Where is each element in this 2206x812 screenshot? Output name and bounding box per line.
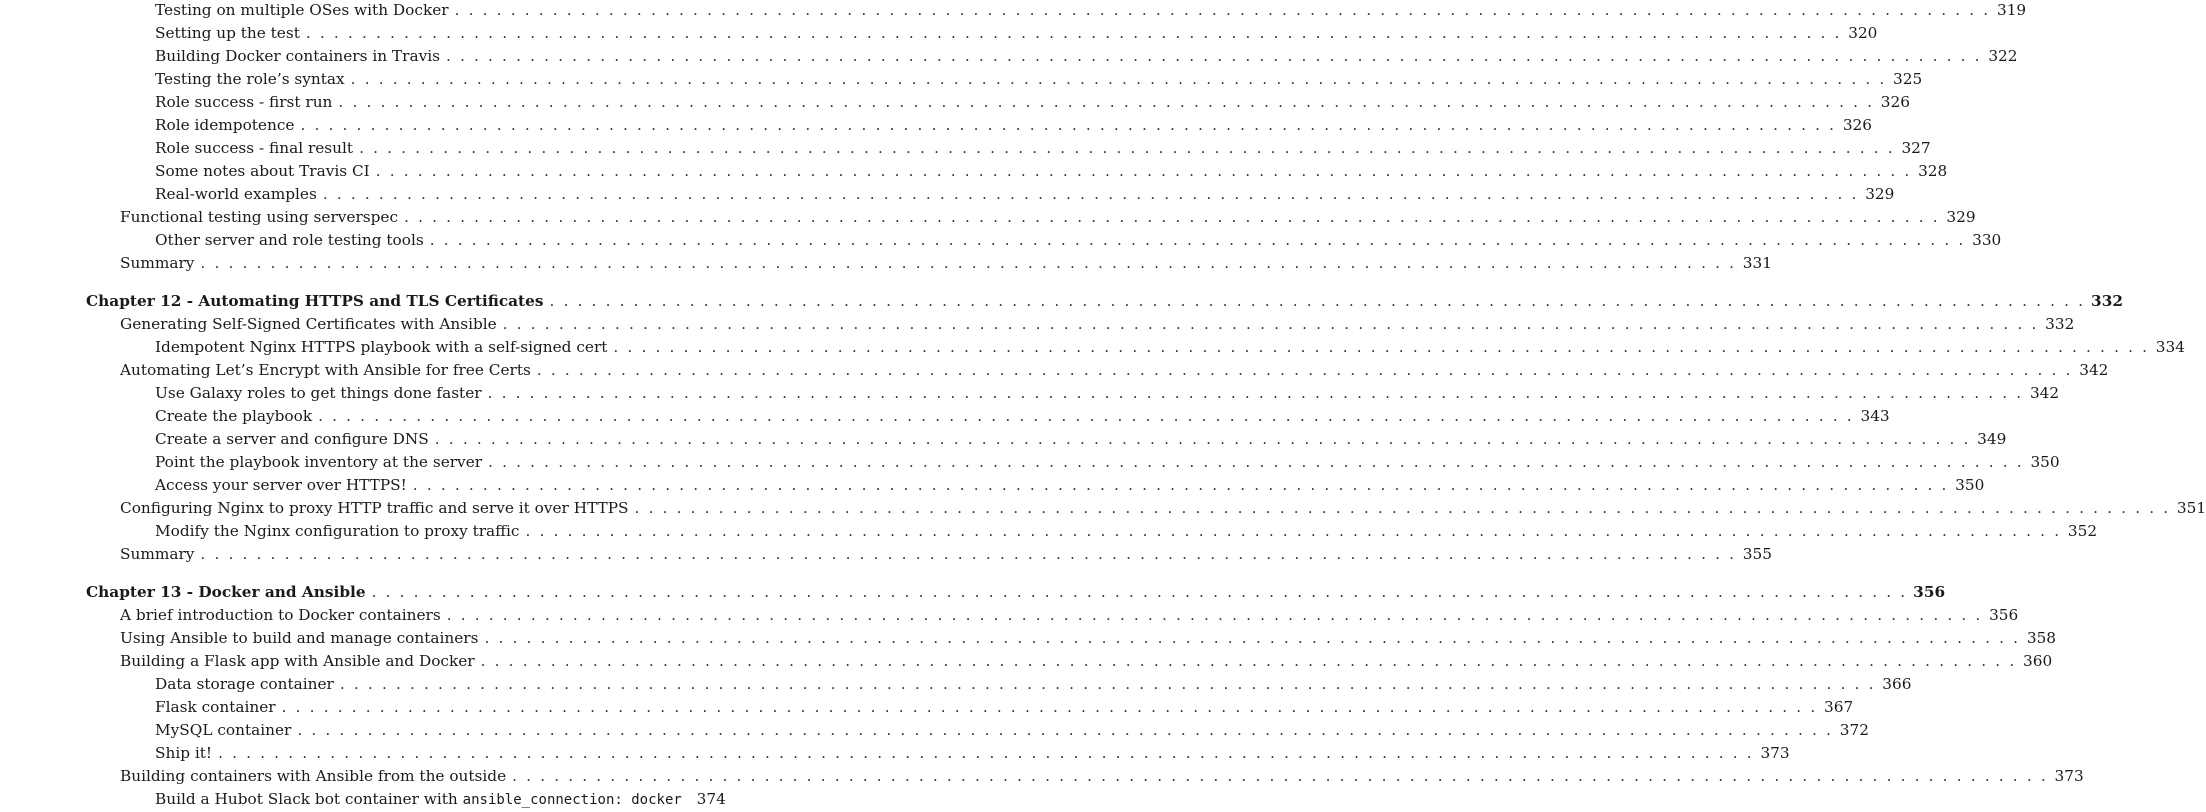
toc-entry[interactable] [0,765,2084,788]
dot-leader [318,405,1852,428]
toc-entry-title [155,0,455,22]
toc-entry-title [120,650,481,673]
toc-entry-title [155,405,318,428]
toc-entry[interactable] [0,206,1976,229]
toc-entry[interactable] [0,22,1878,45]
toc-page-number: 356 [1980,604,2018,627]
toc-entry-title-text: MySQL container [155,721,292,739]
dot-leader [484,627,2018,650]
dot-leader [613,336,2147,359]
toc-page-number: 326 [1872,91,1910,114]
toc-page-number: 360 [2014,650,2052,673]
toc-page-number: 328 [1909,160,1947,183]
toc-entry-title-text: Some notes about Travis CI [155,162,370,180]
toc-entry-title-text: Summary [120,545,195,563]
toc-entry-title [155,673,340,696]
toc-entry[interactable] [0,543,1772,566]
toc-entry-title [120,252,200,275]
toc-entry-line [155,68,1923,91]
toc-entry-line [120,627,2057,650]
toc-entry-title-text: Role success - first run [155,93,333,111]
toc-page-number: 366 [1873,673,1911,696]
toc-page-number: 350 [2022,451,2060,474]
toc-page-number: 342 [2021,382,2059,405]
toc-entry-line [120,359,2109,382]
toc-entry-title [120,604,447,627]
dot-leader [200,252,1734,275]
toc-entry-title-text: Flask container [155,698,276,716]
toc-entry-title [86,581,372,604]
toc-entry-title-text: Create the playbook [155,407,313,425]
toc-entry-line [155,788,726,811]
toc-entry-title [120,543,200,566]
toc-entry-title [155,719,297,742]
toc-entry-line [155,91,1910,114]
section-spacer [0,275,800,290]
dot-leader [297,719,1831,742]
toc-entry[interactable] [0,160,1948,183]
toc-page-number: 342 [2070,359,2108,382]
toc-entry-title [155,229,430,252]
toc-page-number: 329 [1856,183,1894,206]
toc-entry-line [86,581,1946,604]
dot-leader [635,497,2169,520]
toc-entry-title-text: Data storage container [155,675,334,693]
dot-leader [435,428,1969,451]
toc-entry-title-text: Chapter 13 - Docker and Ansible [86,583,366,601]
toc-entry-title [155,114,300,137]
toc-entry[interactable] [0,252,1772,275]
toc-entry[interactable] [0,604,2019,627]
toc-page-number: 367 [1815,696,1853,719]
toc-entry-line [155,742,1790,765]
toc-entry-title-text: Configuring Nginx to proxy HTTP traffic and serve it over HTTPS [120,499,629,517]
dot-leader [455,0,1989,22]
dot-leader [323,183,1857,206]
toc-entry-title-text: A brief introduction to Docker containers [120,606,441,624]
dot-leader [430,229,1964,252]
toc-entry-title-text: Automating Let’s Encrypt with Ansible for free Certs [120,361,531,379]
toc-page-number: 326 [1834,114,1872,137]
dot-leader [282,696,1816,719]
toc-entry-line [155,405,1890,428]
toc-page-number: 349 [1968,428,2006,451]
toc-entry-title-text: Point the playbook inventory at the server [155,453,483,471]
toc-page-number: 352 [2059,520,2097,543]
dot-leader [537,359,2071,382]
toc-entry-line [155,696,1854,719]
toc-entry-title-text: Other server and role testing tools [155,231,424,249]
toc-entry[interactable] [0,382,2060,405]
dot-leader [200,543,1734,566]
toc-entry-line [120,604,2019,627]
toc-entry-title [155,382,488,405]
toc-entry-title [120,627,484,650]
toc-page-number: 373 [2046,765,2084,788]
toc-entry[interactable] [0,673,1912,696]
toc-entry[interactable] [0,336,2185,359]
dot-leader [526,520,2060,543]
dot-leader [481,650,2015,673]
dot-leader [512,765,2046,788]
toc-entry-title-text: Chapter 12 - Automating HTTPS and TLS Certificates [86,292,544,310]
dot-leader [503,313,2037,336]
toc-entry[interactable] [0,788,800,811]
toc-page-number: 330 [1963,229,2001,252]
toc-entry-title [120,313,503,336]
toc-entry-title-text: Building containers with Ansible from the outside [120,767,507,785]
toc-entry-title [155,742,218,765]
toc-entry[interactable] [0,428,2007,451]
dot-leader [359,137,1893,160]
toc-chapter-entry[interactable] [0,581,1946,604]
toc-entry-title-text: Use Galaxy roles to get things done faster [155,384,482,402]
toc-entry-line [120,206,1976,229]
toc-entry-line [155,336,2185,359]
dot-leader [338,91,1872,114]
toc-entry-title [155,520,526,543]
toc-page-number: 355 [1734,543,1772,566]
toc-entry-line [120,313,2075,336]
toc-entry-line [155,229,2002,252]
dot-leader [340,673,1874,696]
toc-page-number: 374 [688,788,726,811]
toc-page-number: 331 [1734,252,1772,275]
toc-entry-title [155,91,338,114]
dot-leader [488,382,2022,405]
toc-entry-line [120,252,1772,275]
toc-entry-line [120,497,2206,520]
toc-entry-title [155,45,446,68]
toc-entry-title-text: Build a Hubot Slack bot container with [155,790,458,808]
toc-entry-title-text: Using Ansible to build and manage containers [120,629,479,647]
toc-entry-title-text: Building a Flask app with Ansible and Docker [120,652,475,670]
toc-entry-title [155,451,488,474]
toc-page-number: 356 [1905,581,1945,604]
toc-entry-title [155,696,282,719]
toc-entry-title-text: Access your server over HTTPS! [155,476,407,494]
toc-entry-title [120,765,512,788]
toc-entry[interactable] [0,137,1931,160]
toc-entry-title-text: Testing on multiple OSes with Docker [155,1,449,19]
toc-page-number: 322 [1980,45,2018,68]
toc-entry[interactable] [0,650,2053,673]
toc-entry[interactable] [0,451,2060,474]
dot-leader [549,290,2083,313]
toc-entry-line [155,451,2060,474]
toc-entry[interactable] [0,742,1790,765]
section-spacer [0,566,800,581]
toc-entry[interactable] [0,183,1895,206]
toc-entry-line [155,673,1912,696]
toc-entry-title-text: Create a server and configure DNS [155,430,429,448]
toc-entry[interactable] [0,45,2018,68]
dot-leader [447,604,1981,627]
toc-entry-line [86,290,2123,313]
toc-entry-line [155,719,1869,742]
toc-entry-title [155,336,613,359]
toc-entry-code: ansible_connection: docker [462,792,682,808]
toc-entry-title [155,22,306,45]
toc-page-number: 373 [1752,742,1790,765]
toc-page-number: 329 [1938,206,1976,229]
dot-leader [372,581,1906,604]
toc-entry-title [155,428,435,451]
toc-entry[interactable] [0,359,2109,382]
toc-entry-title-text: Real-world examples [155,185,317,203]
toc-entry-line [155,183,1895,206]
toc-page-number: 332 [2083,290,2123,313]
toc-entry-line [155,382,2060,405]
dot-leader [351,68,1885,91]
toc-entry-line [155,474,1985,497]
toc-entry-title [155,137,359,160]
toc-entry-title [120,497,635,520]
toc-page-number: 332 [2036,313,2074,336]
toc-page-number: 319 [1988,0,2026,22]
toc-entry-line [155,114,1873,137]
toc-entry-title [86,290,549,313]
toc-page-number: 350 [1946,474,1984,497]
dot-leader [300,114,1834,137]
toc-entry-title-text: Ship it! [155,744,213,762]
toc-entry-title [155,160,376,183]
toc-chapter-entry[interactable] [0,290,2123,313]
toc-entry[interactable] [0,696,1854,719]
toc-entry-line [155,0,2027,22]
toc-page-number: 334 [2147,336,2185,359]
dot-leader [404,206,1938,229]
toc-entry-title-text: Role success - final result [155,139,354,157]
toc-entry-line [155,45,2018,68]
toc-entry-title [120,359,537,382]
toc-entry-title-text: Idempotent Nginx HTTPS playbook with a self-signed cert [155,338,608,356]
toc-entry[interactable] [0,497,2206,520]
toc-entry-line [120,543,1772,566]
toc-entry-line [155,137,1931,160]
toc-entry-title-text: Role idempotence [155,116,295,134]
toc-entry[interactable] [0,627,2057,650]
toc-entry-title [120,206,404,229]
dot-leader [446,45,1980,68]
toc-entry-line [155,22,1878,45]
toc-entry[interactable] [0,68,1923,91]
toc-page-number: 372 [1831,719,1869,742]
dot-leader [488,451,2022,474]
toc-entry-title [155,183,323,206]
toc-entry[interactable] [0,0,2027,22]
toc-entry-title [155,474,413,497]
toc-entry-line [155,160,1948,183]
toc-entry[interactable] [0,719,1869,742]
toc-entry-title-text: Building Docker containers in Travis [155,47,440,65]
dot-leader [306,22,1840,45]
toc-entry[interactable] [0,114,1873,137]
toc-entry-title-text: Functional testing using serverspec [120,208,399,226]
toc-entry-title-text: Setting up the test [155,24,300,42]
toc-page-number: 358 [2018,627,2056,650]
toc-entry-title-text: Testing the role’s syntax [155,70,345,88]
toc-entry[interactable] [0,91,1910,114]
toc-entry-title-text: Modify the Nginx configuration to proxy traffic [155,522,520,540]
toc-entry[interactable] [0,520,2098,543]
dot-leader [376,160,1910,183]
toc-entry-line [120,765,2084,788]
toc-entry-title-text: Summary [120,254,195,272]
toc-entry[interactable] [0,474,1985,497]
toc-entry[interactable] [0,405,1890,428]
toc-page-number: 343 [1852,405,1890,428]
toc-page-number: 325 [1884,68,1922,91]
toc-entry-line [155,428,2007,451]
toc-entry-line [120,650,2053,673]
toc-entry-title [155,788,688,812]
toc-page-number: 327 [1893,137,1931,160]
toc-page-number: 351 [2168,497,2206,520]
toc-entry[interactable] [0,229,2002,252]
toc-entry-title [155,68,351,91]
dot-leader [218,742,1752,765]
toc-page-number: 320 [1839,22,1877,45]
toc-entry-line [155,520,2098,543]
dot-leader [413,474,1947,497]
toc-entry[interactable] [0,313,2075,336]
toc-entry-title-text: Generating Self-Signed Certificates with Ansible [120,315,497,333]
